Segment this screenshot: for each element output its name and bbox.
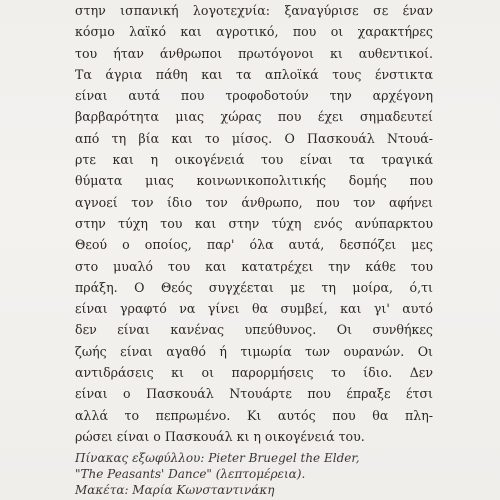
body-line-20: αλλά το πεπρωμένο. Κι αυτός που θα πλη- — [75, 407, 433, 423]
body-line-8: ρτε και η οικογένειά του είναι τα τραγικά — [75, 152, 433, 168]
body-line-16: δεν είναι κανένας υπεύθυνος. Οι συνθήκες — [75, 322, 433, 338]
cover-credits — [75, 450, 435, 499]
body-line-12: Θεού ο οποίος, παρ' όλα αυτά, δεσπόζει μες — [75, 237, 433, 253]
body-line-14: πράξη. Ο Θεός συγχέεται με τη μοίρα, ό,τι — [75, 279, 433, 295]
body-line-17: ζωής είναι αγαθό ή τιμωρία των ουρανών. Οι — [75, 343, 433, 359]
cover-design-credit: Μακέτα: Μαρία Κωνσταντινάκη — [75, 483, 275, 498]
cover-painting-credit: Πίνακας εξωφύλλου: Pieter Bruegel the Elder, — [75, 451, 360, 465]
cover-painting-title: "The Peasants' Dance" (λεπτομέρεια). — [75, 467, 306, 482]
body-line-19: είναι ο Πασκουάλ Ντουάρτε που έπραξε έτσι — [75, 386, 433, 402]
body-line-10: αγνοεί τον ίδιο τον άνθρωπο, που τον αφήνει — [75, 194, 433, 210]
body-line-7: από τη βία και το μίσος. Ο Πασκουάλ Ντουά- — [75, 130, 433, 146]
body-line-18: αντιδράσεις κι οι παρορμήσεις το ίδιο. Δεν — [75, 365, 433, 381]
body-line-3: του ήταν άνθρωποι πρωτόγονοι κι αυθεντικοί. — [75, 45, 433, 61]
body-line-4: Τα άγρια πάθη και τα απλοϊκά τους ένστικτα — [75, 66, 433, 82]
body-line-2: κόσμο λαϊκό και αγροτικό, που οι χαρακτήρες — [75, 24, 433, 40]
body-line-1: στην ισπανική λογοτεχνία: ξαναγύρισε σε έναν — [75, 3, 433, 18]
body-line-21: ρώσει είναι ο Πασκουάλ κι η οικογένειά του. — [75, 428, 365, 444]
body-line-5: είναι αυτά που τροφοδοτούν την αρχέγονη — [75, 88, 433, 104]
body-line-11: στην τύχη του και στην τύχη ενός ανύπαρκτου — [75, 215, 433, 231]
body-text — [75, 0, 433, 447]
body-line-6: βαρβαρότητα μιας χώρας που έχει σημαδευτεί — [75, 109, 433, 125]
body-line-9: θύματα μιας κοινωνικοπολιτικής δομής που — [75, 173, 433, 189]
body-line-15: είναι γραφτό να γίνει θα συμβεί, και γι' αυτό — [75, 301, 433, 317]
body-line-13: στο μυαλό του και κατατρέχει την κάθε του — [75, 258, 433, 274]
